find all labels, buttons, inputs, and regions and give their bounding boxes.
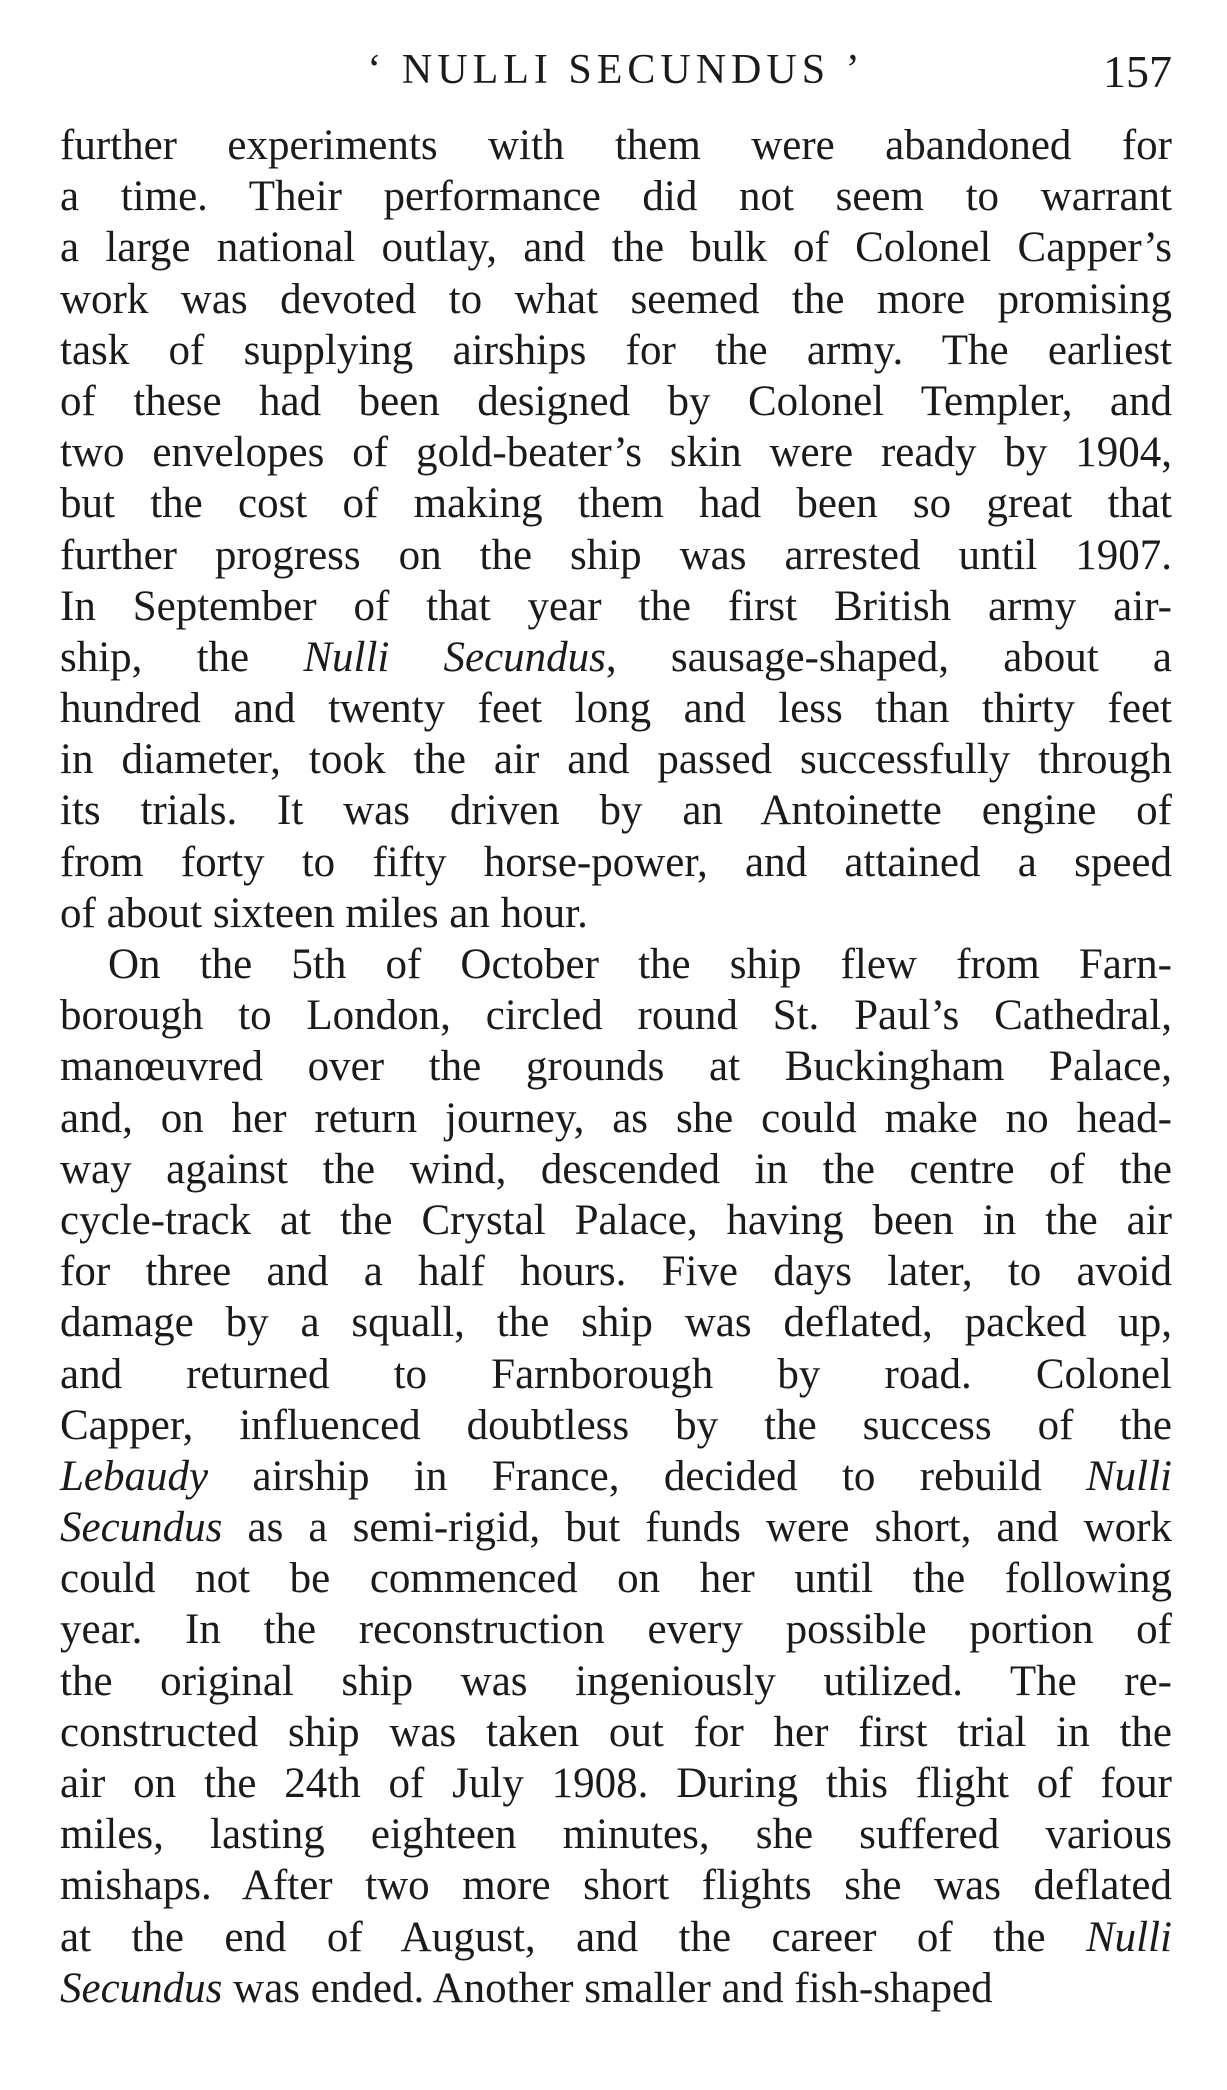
text-run: could not be commenced on her until the following (60, 1555, 1172, 1603)
text-line (60, 939, 1172, 990)
text-run: constructed ship was taken out for her first trial in the (60, 1708, 1172, 1756)
text-line (60, 274, 1172, 325)
text-line (60, 478, 1172, 529)
text-run: In September of that year the first British army air- (60, 582, 1172, 630)
text-run: mishaps. After two more short flights she was deflated (60, 1862, 1172, 1910)
text-run: and returned to Farnborough by road. Colonel (60, 1350, 1172, 1398)
italic-text: Nulli (1085, 1913, 1172, 1961)
text-run: further progress on the ship was arrested until 1907. (60, 531, 1172, 579)
text-line (60, 1400, 1172, 1451)
text-run: borough to London, circled round St. Paul’s Cathedral, (60, 992, 1172, 1040)
text-line (60, 1604, 1172, 1655)
text-run: cycle-track at the Crystal Palace, having been in the air (60, 1196, 1172, 1244)
text-line (60, 581, 1172, 632)
text-run: task of supplying airships for the army. The earliest (60, 326, 1172, 374)
text-line (60, 376, 1172, 427)
text-run: way against the wind, descended in the centre of the (60, 1145, 1172, 1193)
text-line (60, 1144, 1172, 1195)
running-title: ‘ NULLI SECUNDUS ’ (367, 47, 865, 93)
text-line (60, 530, 1172, 581)
text-line (60, 1349, 1172, 1400)
text-line (60, 171, 1172, 222)
text-run: damage by a squall, the ship was deflated, packed up, (60, 1299, 1172, 1347)
text-line (60, 1707, 1172, 1758)
text-line (60, 837, 1172, 888)
text-run: manœuvred over the grounds at Buckingham Palace, (60, 1043, 1172, 1091)
text-line (60, 1502, 1172, 1553)
text-line (60, 1041, 1172, 1092)
text-line (60, 1758, 1172, 1809)
text-run: Capper, influenced doubtless by the success of the (60, 1401, 1172, 1449)
text-run: of these had been designed by Colonel Templer, and (60, 377, 1172, 425)
text-run: but the cost of making them had been so great that (60, 480, 1172, 528)
text-run: the original ship was ingeniously utilized. The re- (60, 1657, 1172, 1705)
body-text (60, 120, 1172, 2014)
text-line (60, 427, 1172, 478)
text-run: work was devoted to what seemed the more promising (60, 275, 1172, 323)
italic-text: Nulli (1085, 1452, 1172, 1500)
text-run: hundred and twenty feet long and less than thirty feet (60, 685, 1172, 733)
text-run: airship in France, decided to rebuild (208, 1452, 1086, 1500)
text-line (60, 734, 1172, 785)
text-line (60, 1656, 1172, 1707)
text-line (60, 222, 1172, 273)
text-run: a time. Their performance did not seem to warrant (60, 173, 1172, 221)
text-line (60, 1093, 1172, 1144)
text-run: as a semi-rigid, but funds were short, and work (222, 1504, 1172, 1552)
text-run: year. In the reconstruction every possible portion of (60, 1606, 1172, 1654)
text-line (60, 120, 1172, 171)
text-run: its trials. It was driven by an Antoinette engine of (60, 787, 1172, 835)
text-line (60, 888, 1172, 939)
text-line (60, 1809, 1172, 1860)
text-line (60, 1912, 1172, 1963)
text-line (60, 1297, 1172, 1348)
text-run: and, on her return journey, as she could make no head- (60, 1094, 1172, 1142)
text-run: was ended. Another smaller and fish-shaped (222, 1964, 993, 2012)
text-line (60, 990, 1172, 1041)
text-run: a large national outlay, and the bulk of Colonel Capper’s (60, 224, 1172, 272)
page-number: 157 (1103, 46, 1172, 97)
text-run: , sausage-shaped, about a (605, 633, 1172, 681)
paragraph (60, 939, 1172, 2014)
italic-text: Nulli Secundus (303, 633, 606, 681)
italic-text: Secundus (60, 1964, 223, 2012)
text-run: air on the 24th of July 1908. During this flight of four (60, 1760, 1172, 1807)
text-line (60, 1195, 1172, 1246)
text-line (60, 1860, 1172, 1911)
text-line (60, 325, 1172, 376)
italic-text: Secundus (60, 1504, 223, 1552)
text-run: in diameter, took the air and passed successfully through (60, 736, 1172, 784)
text-run: of about sixteen miles an hour. (60, 889, 588, 937)
text-run: miles, lasting eighteen minutes, she suffered various (60, 1811, 1172, 1859)
text-line (60, 1451, 1172, 1502)
text-line (60, 632, 1172, 683)
text-run: two envelopes of gold-beater’s skin were ready by 1904, (60, 429, 1172, 477)
text-run: for three and a half hours. Five days later, to avoid (60, 1248, 1172, 1296)
text-run: from forty to fifty horse-power, and attained a speed (60, 838, 1172, 886)
text-line (60, 1963, 1172, 2014)
text-line (60, 785, 1172, 836)
italic-text: Lebaudy (60, 1452, 209, 1500)
text-line (60, 1246, 1172, 1297)
text-run: further experiments with them were abandoned for (60, 122, 1172, 169)
running-head (60, 40, 1172, 110)
text-run: On the 5th of October the ship flew from Farn- (108, 941, 1172, 988)
text-run: at the end of August, and the career of the (60, 1913, 1086, 1961)
text-line (60, 1553, 1172, 1604)
text-run: ship, the (60, 633, 304, 681)
paragraph (60, 120, 1172, 939)
text-line (60, 683, 1172, 734)
